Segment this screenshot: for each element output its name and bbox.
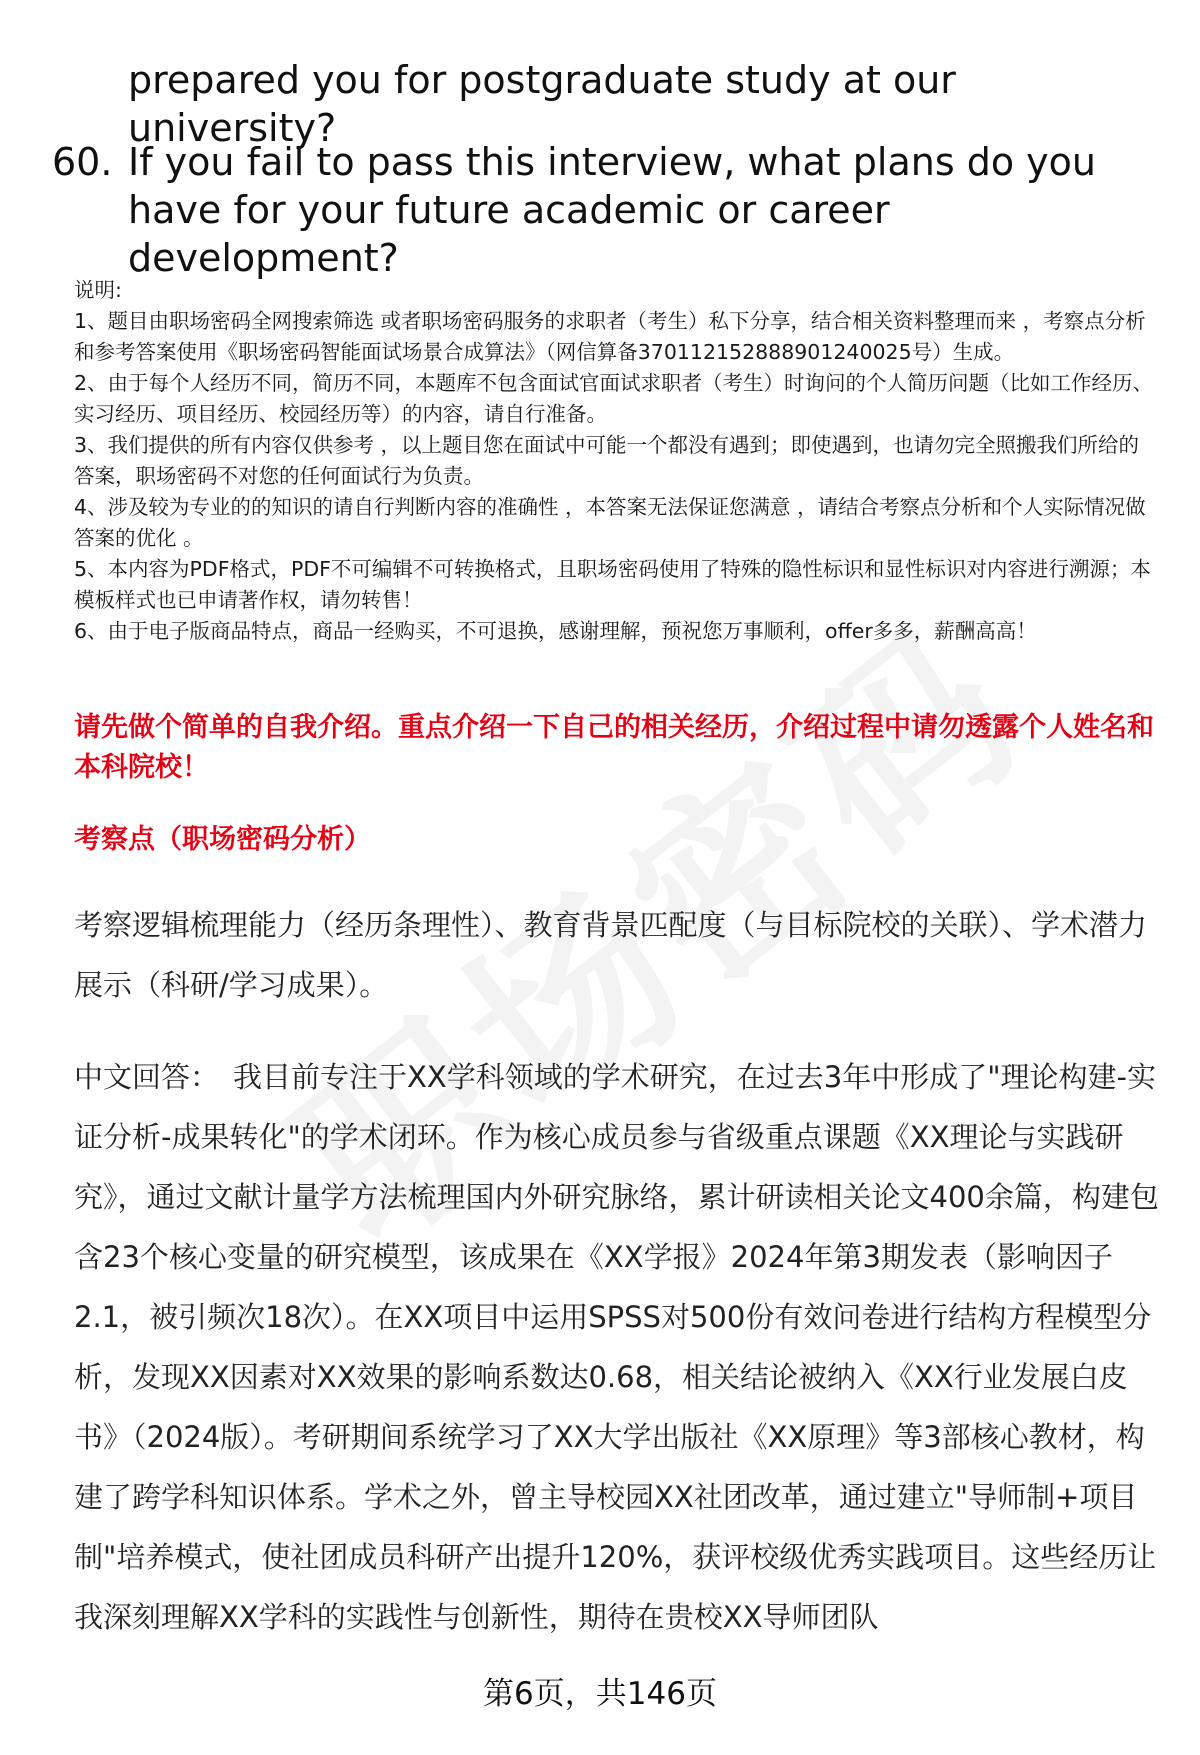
page-footer: 第6页，共146页 — [483, 1676, 717, 1712]
note-item: 3、我们提供的所有内容仅供参考 ，以上题目您在面试中可能一个都没有遇到；即使遇到，也请勿完全照搬我们所给的答案，职场密码不对您的任何面试行为负责。 — [74, 433, 1140, 488]
note-item: 5、本内容为PDF格式，PDF不可编辑不可转换格式，且职场密码使用了特殊的隐性标识和显性标识对内容进行溯源；本模板样式也已申请著作权，请勿转售！ — [74, 557, 1151, 612]
question-number: 60. — [52, 140, 113, 184]
answer-block — [74, 1047, 1159, 1647]
answer-text: 我目前专注于XX学科领域的学术研究，在过去3年中形成了"理论构建-实证分析-成果转化"的学术闭环。作为核心成员参与省级重点课题《XX理论与实践研究》，通过文献计量学方法梳理国内外研究脉络，累计研读相关论文400余篇，构建包含23个核心变量的研究模型，该成果在《XX学报》2024年第3期发表（影响因子2.1，被引频次18次）。在XX项目中运用SPSS对500份有效问卷进行结构方程模型分析，发现XX因素对XX效果的影响系数达0.68，相关结论被纳入《XX行业发展白皮书》（2024版）。考研期间系统学习了XX大学出版社《XX原理》等3部核心教材，构建了跨学科知识体系。学术之外，曾主导校园XX社团改革，通过建立"导师制+项目制"培养模式，使社团成员科研产出提升120%，获评校级优秀实践项目。这些经历让我深刻理解XX学科的实践性与创新性，期待在贵校XX导师团队 — [74, 1060, 1159, 1634]
question-continued: prepared you for postgraduate study at our university? — [128, 58, 956, 150]
note-item: 4、涉及较为专业的的知识的请自行判断内容的准确性 ，本答案无法保证您满意 ，请结合考察点分析和个人实际情况做答案的优化 。 — [74, 495, 1146, 550]
note-item: 1、题目由职场密码全网搜索筛选 或者职场密码服务的求职者（考生）私下分享，结合相关资料整理而来 ，考察点分析和参考答案使用《职场密码智能面试场景合成算法》（网信算备370112152888901240025号）生成。 — [74, 309, 1146, 364]
notes-heading: 说明: — [74, 278, 122, 302]
notes-section — [74, 275, 1159, 647]
note-item: 6、由于电子版商品特点，商品一经购买，不可退换，感谢理解，预祝您万事顺利，offer多多，薪酬高高！ — [74, 619, 1037, 643]
answer-label: 中文回答： — [74, 1060, 220, 1094]
question-text: If you fail to pass this interview, what plans do you have for your future academic or career development? — [128, 140, 1096, 280]
prompt-title: 请先做个简单的自我介绍。重点介绍一下自己的相关经历，介绍过程中请勿透露个人姓名和本科院校！ — [74, 712, 1154, 783]
note-item: 2、由于每个人经历不同，简历不同，本题库不包含面试官面试求职者（考生）时询问的个人简历问题（比如工作经历、实习经历、项目经历、校园经历等）的内容，请自行准备。 — [74, 371, 1154, 426]
analysis-heading: 考察点（职场密码分析） — [74, 824, 371, 855]
analysis-text: 考察逻辑梳理能力（经历条理性）、教育背景匹配度（与目标院校的关联）、学术潜力展示（科研/学习成果）。 — [74, 908, 1148, 1002]
